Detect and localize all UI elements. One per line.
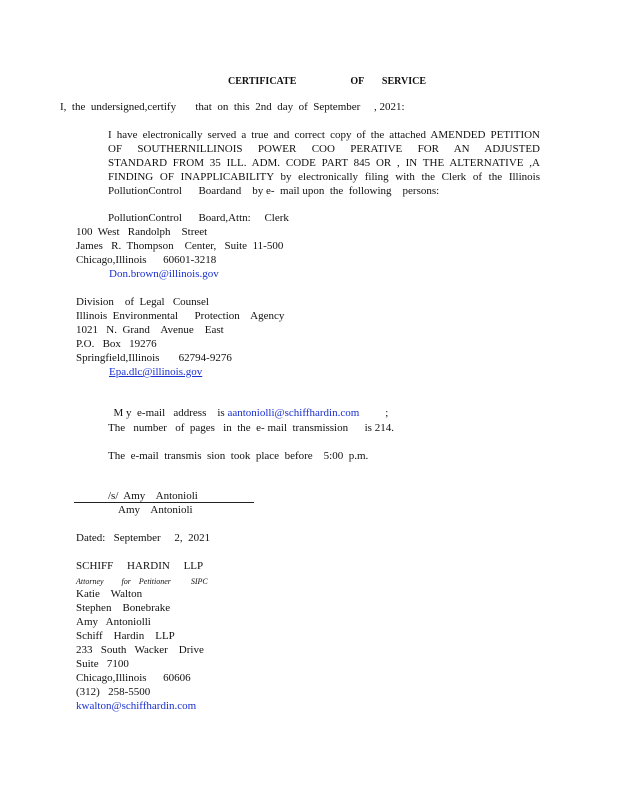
paragraph-line: OF SOUTHERNILLINOIS POWER COO PERATIVE FOR AN ADJUSTED: [108, 143, 540, 155]
paragraph-line: FINDING OF INAPPLICABILITY by electronically filing with the Clerk of the Illinois: [108, 171, 540, 183]
recipient-line: Division of Legal Counsel: [76, 296, 209, 308]
sender-email-line: [108, 394, 388, 420]
recipient-line: Springfield,Illinois 62794-9276: [76, 352, 232, 364]
recipient-line: PollutionControl Board,Attn: Clerk: [108, 212, 289, 224]
paragraph-line: I have electronically served a true and correct copy of the attached AMENDED PETITION: [108, 129, 540, 141]
signature-line: [74, 502, 254, 503]
dated-line: Dated: September 2, 2021: [76, 532, 211, 544]
firm-line: (312) 258-5500: [76, 686, 151, 698]
firm-line: Suite 7100: [76, 658, 129, 670]
firm-email-link[interactable]: kwalton@schiffhardin.com: [76, 700, 197, 712]
recipient-line: James R. Thompson Center, Suite 11-500: [76, 240, 284, 252]
signature-signed: /s/ Amy Antonioli: [108, 490, 198, 502]
firm-line: Amy Antoniolli: [76, 616, 151, 628]
page-count-line: The number of pages in the e- mail transmission is 214.: [108, 422, 394, 434]
firm-role: Attorney for Petitioner SIPC: [76, 577, 208, 586]
firm-line: Stephen Bonebrake: [76, 602, 171, 614]
firm-name: SCHIFF HARDIN LLP: [76, 560, 204, 572]
page-title: CERTIFICATE OF SERVICE: [228, 76, 426, 87]
recipient-line: P.O. Box 19276: [76, 338, 157, 350]
recipient-email-link[interactable]: Don.brown@illinois.gov: [109, 268, 219, 280]
firm-line: Chicago,Illinois 60606: [76, 672, 191, 684]
sender-email-prefix: M y e-mail address is: [113, 407, 228, 419]
recipient-line: 1021 N. Grand Avenue East: [76, 324, 224, 336]
recipient-email-link[interactable]: Epa.dlc@illinois.gov: [109, 366, 203, 378]
firm-line: 233 South Wacker Drive: [76, 644, 204, 656]
firm-line: Schiff Hardin LLP: [76, 630, 175, 642]
signature-name: Amy Antonioli: [118, 504, 193, 516]
sender-email-link[interactable]: aantoniolli@schiffhardin.com: [227, 407, 360, 419]
sender-email-suffix: ;: [385, 407, 389, 419]
paragraph-line: STANDARD FROM 35 ILL. ADM. CODE PART 845 OR , IN THE ALTERNATIVE ,A: [108, 157, 540, 169]
intro-statement: I, the undersigned,certify that on this 2nd day of September , 2021:: [60, 101, 405, 113]
transmission-time-line: The e-mail transmis sion took place before 5:00 p.m.: [108, 450, 369, 462]
recipient-line: Illinois Environmental Protection Agency: [76, 310, 285, 322]
recipient-line: Chicago,Illinois 60601-3218: [76, 254, 217, 266]
firm-line: Katie Walton: [76, 588, 143, 600]
paragraph-line: PollutionControl Boardand by e- mail upon the following persons:: [108, 185, 440, 197]
recipient-line: 100 West Randolph Street: [76, 226, 208, 238]
